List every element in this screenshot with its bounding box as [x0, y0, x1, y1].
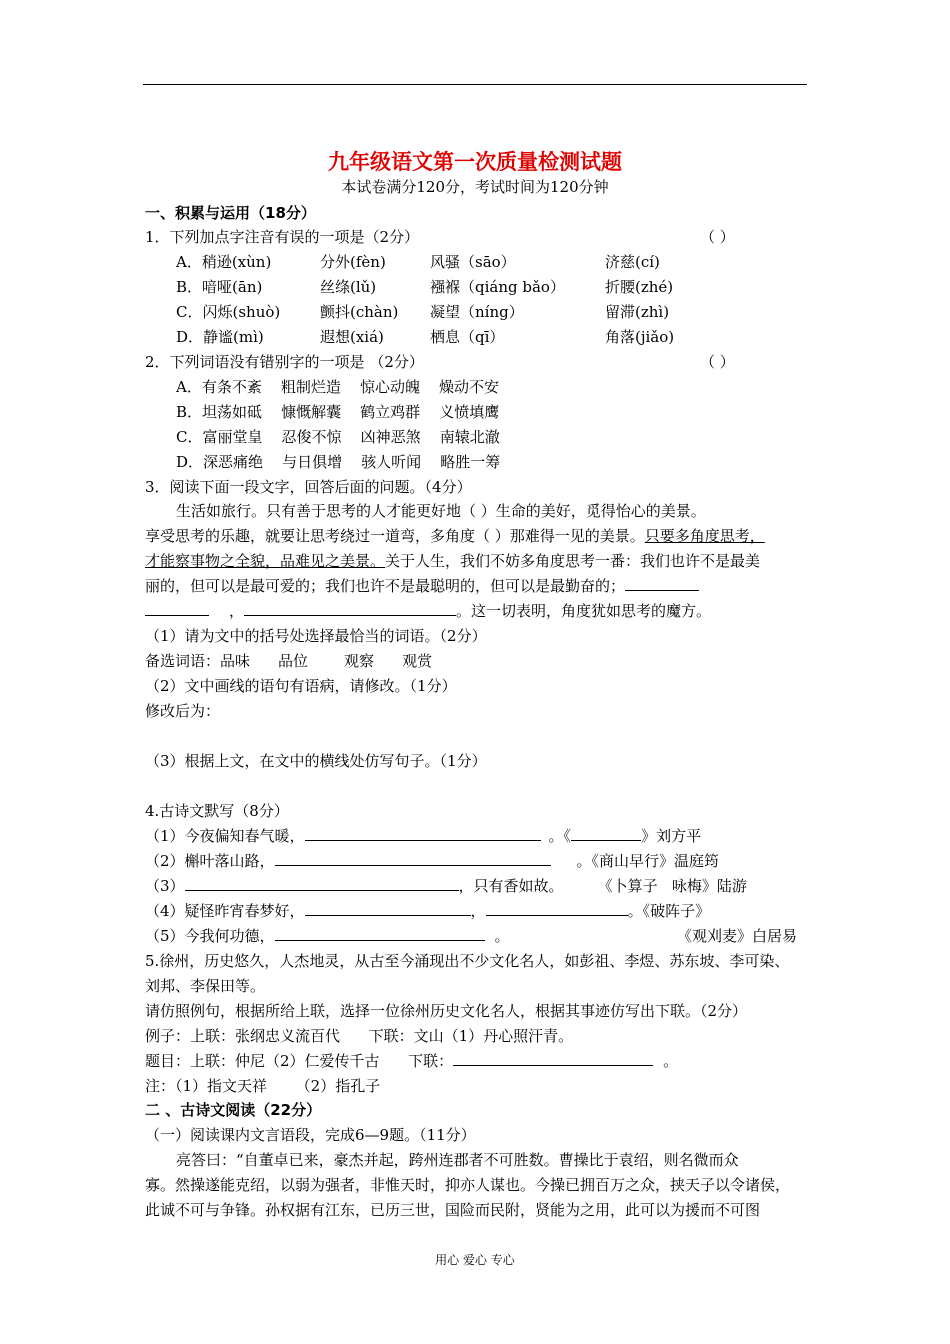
q5-answer-blank[interactable]: [453, 1051, 653, 1066]
q4-line5: [145, 926, 510, 946]
q3-option-2: 品位: [278, 652, 309, 670]
header-rule: [143, 84, 807, 85]
q4-blank-3[interactable]: [185, 876, 459, 891]
section2-heading: 二 、古诗文阅读（22分）: [145, 1101, 322, 1119]
section2-passage-line3: 此诚不可与争锋。孙权据有江东，已历三世，国险而民附，贤能为之用，此可以为援而不可图: [145, 1201, 761, 1219]
q4-l1-author: 》刘方平: [641, 827, 702, 845]
q1-option-c3: 凝望（níng）: [430, 303, 524, 321]
q2-answer-bracket: （ ）: [700, 353, 735, 371]
q3-option-4: 观赏: [402, 652, 433, 670]
q4-l5-period: 。: [494, 927, 510, 945]
q1-option-a4: 济慈(cí): [605, 253, 660, 271]
q4-l3-prompt: （3）: [145, 877, 185, 895]
q3-option-3: 观察: [344, 652, 375, 670]
q5-intro-line2: 刘邦、李保田等。: [145, 977, 266, 995]
q2-option-d: D．深恶痛绝 与日俱增 骇人听闻 略胜一筹: [176, 453, 501, 471]
q5-note: 注：（1）指文天祥 （2）指孔子: [145, 1077, 381, 1095]
q4-blank-5[interactable]: [486, 901, 628, 916]
section2-subheading: （一）阅读课内文言语段，完成6—9题。（11分）: [145, 1126, 476, 1144]
q1-option-a3: 风骚（sāo）: [430, 253, 516, 271]
q5-example: 例子：上联：张纲忠义流百代 下联：文山（1）丹心照汗青。: [145, 1027, 574, 1045]
q4-l4-prompt: （4）疑怪昨宵春梦好，: [145, 902, 305, 920]
q3-options-label: 备选词语：: [145, 652, 221, 670]
q3-passage-line3: [145, 551, 760, 571]
q3-underlined-sentence-part2: 才能察事物之全貌，品难见之美景。: [145, 552, 386, 570]
q3-imitation-blank-2[interactable]: [244, 601, 456, 616]
q3-passage-text-l5: 。这一切表明，角度犹如思考的魔方。: [456, 602, 712, 620]
section2-passage-line1: 亮答曰：“自董卓已来，豪杰并起，跨州连郡者不可胜数。曹操比于袁绍，则名微而众: [176, 1151, 739, 1169]
q1-option-b3: 襁褓（qiáng bǎo）: [430, 278, 565, 296]
q4-l2-prompt: （2）槲叶落山路，: [145, 852, 275, 870]
q4-blank-1[interactable]: [305, 826, 541, 841]
q3-option-1: 品味: [220, 652, 251, 670]
q5-question-line: [145, 1051, 678, 1071]
q4-line2: [145, 851, 719, 871]
q3-options-line: [145, 651, 432, 671]
q1-option-d2: 遐想(xiá): [320, 328, 384, 346]
q3-imitation-blank-1[interactable]: [625, 576, 699, 591]
q4-stem: 4.古诗文默写（8分）: [145, 802, 289, 820]
q4-blank-4[interactable]: [305, 901, 471, 916]
q4-blank-6[interactable]: [275, 926, 485, 941]
q3-sub1: （1）请为文中的括号处选择最恰当的词语。（2分）: [145, 627, 487, 645]
page-footer: 用心 爱心 专心: [435, 1253, 515, 1267]
q4-l1-prompt: （1）今夜偏知春气暖，: [145, 827, 305, 845]
q5-instruction: 请仿照例句，根据所给上联，选择一位徐州历史文化名人，根据其事迹仿写出下联。（2分）: [145, 1002, 748, 1020]
q2-option-c: C．富丽堂皇 忍俊不惊 凶神恶煞 南辕北澈: [176, 428, 500, 446]
section2-passage-line2: 寡。然操遂能克绍，以弱为强者，非惟天时，抑亦人谋也。今操已拥百万之众，挟天子以令诸侯，: [145, 1176, 791, 1194]
q4-l2-source: 。《商山早行》温庭筠: [576, 852, 720, 870]
q4-l3-source: 《卜算子 咏梅》陆游: [597, 877, 747, 895]
q2-option-a: A．有条不紊 粗制烂造 惊心动魄 燥动不安: [176, 378, 500, 396]
q3-passage-text-cont: 关于人生，我们不妨多角度思考一番：我们也许不是最美: [385, 552, 761, 570]
q1-option-b2: 丝绦(lǔ): [320, 278, 377, 296]
q5-intro-line1: 5.徐州，历史悠久，人杰地灵，从古至今涌现出不少文化名人，如彭祖、李煜、苏东坡、李可染、: [145, 952, 790, 970]
section1-heading: 一、积累与运用（18分）: [145, 204, 316, 222]
q1-stem: 1．下列加点字注音有误的一项是（2分）: [145, 228, 420, 246]
q4-l4-comma: ，: [470, 902, 486, 920]
q3-passage-line2: [145, 526, 765, 546]
q1-option-d3: 栖息（qī）: [430, 328, 505, 346]
q1-option-c4: 留滞(zhì): [605, 303, 670, 321]
q2-stem: 2．下列词语没有错别字的一项是 （2分）: [145, 353, 424, 371]
q4-l3-text: ，只有香如故。: [458, 877, 564, 895]
q1-option-d4: 角落(jiǎo): [605, 328, 675, 346]
q3-stem: 3．阅读下面一段文字，回答后面的问题。（4分）: [145, 478, 472, 496]
q4-blank-title[interactable]: [571, 826, 641, 841]
q3-sub2-answer-label: 修改后为：: [145, 702, 221, 720]
q1-option-b1: B．喑哑(ān): [176, 278, 263, 296]
q4-l4-source: 。《破阵子》: [627, 902, 711, 920]
q4-l5-prompt: （5）今我何功德，: [145, 927, 275, 945]
q3-passage-line4: [145, 576, 699, 596]
q4-line4: [145, 901, 710, 921]
q4-l5-source: 《观刈麦》白居易: [677, 927, 798, 945]
q1-option-d1: D．静谧(mì): [176, 328, 264, 346]
q4-line3: [145, 876, 747, 896]
q3-imitation-blank-1b[interactable]: [145, 601, 209, 616]
q1-option-c1: C．闪烁(shuò): [176, 303, 281, 321]
q3-sub2: （2）文中画线的语句有语病，请修改。（1分）: [145, 677, 457, 695]
q1-option-b4: 折腰(zhé): [605, 278, 674, 296]
q3-sub3: （3）根据上文，在文中的横线处仿写句子。（1分）: [145, 752, 487, 770]
q5-question-period: 。: [663, 1052, 679, 1070]
q2-option-b: B．坦荡如砥 慷慨解囊 鹤立鸡群 义愤填鹰: [176, 403, 500, 421]
q3-passage-line1: 生活如旅行。只有善于思考的人才能更好地（ ）生命的美好，觅得怡心的美景。: [176, 502, 706, 520]
q3-passage-text-l4: 丽的，但可以是最可爱的；我们也许不是最聪明的，但可以是最勤奋的；: [145, 577, 626, 595]
q3-passage-text: 享受思考的乐趣，就要让思考绕过一道弯，多角度（ ）那难得一见的美景。: [145, 527, 645, 545]
q3-passage-line5: ， 。这一切表明，角度犹如思考的魔方。: [145, 601, 711, 621]
q4-l1-mark: 。《: [548, 827, 572, 845]
q1-option-a2: 分外(fèn): [320, 253, 386, 271]
q1-answer-bracket: （ ）: [700, 228, 735, 246]
q1-option-a1: A．稍逊(xùn): [176, 253, 272, 271]
q5-question-text: 题目：上联：仲尼（2）仁爱传千古 下联：: [145, 1052, 454, 1070]
q4-blank-2[interactable]: [275, 851, 551, 866]
q4-line1: [145, 826, 701, 846]
page-title: 九年级语文第一次质量检测试题: [328, 150, 622, 174]
page-subtitle: 本试卷满分120分，考试时间为120分钟: [341, 178, 609, 196]
q1-option-c2: 颤抖(chàn): [320, 303, 399, 321]
q3-underlined-sentence-part1: 只要多角度思考，: [644, 527, 765, 545]
